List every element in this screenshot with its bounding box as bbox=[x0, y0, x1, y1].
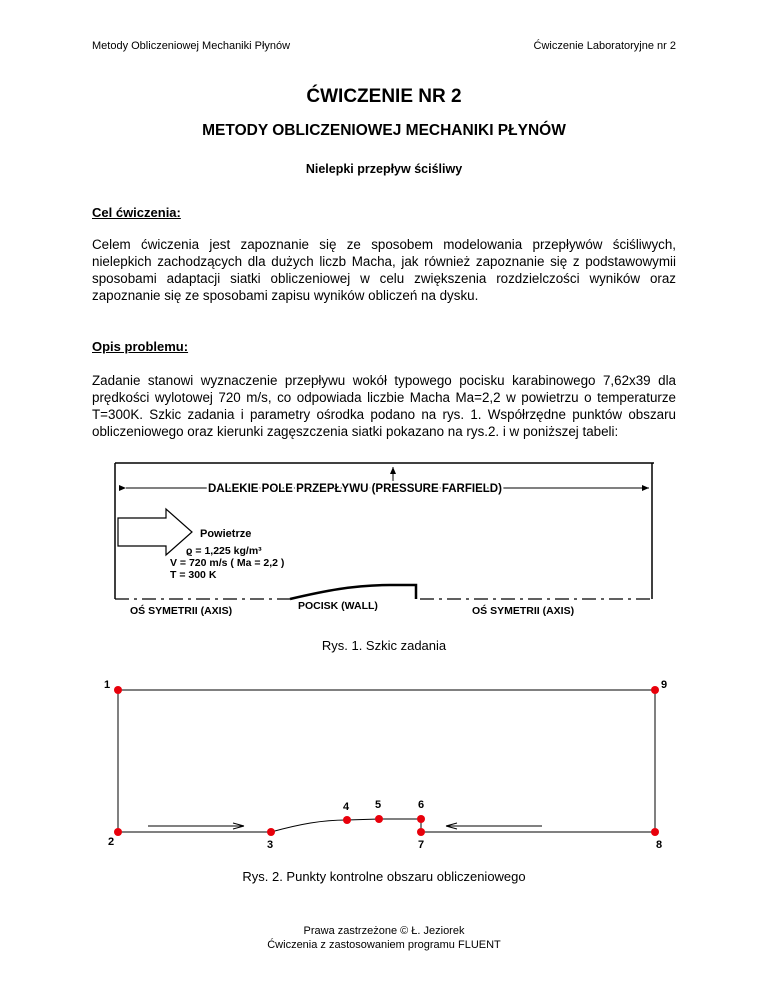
point-label-3: 3 bbox=[267, 839, 274, 851]
control-point-5 bbox=[375, 815, 383, 823]
point-label-2: 2 bbox=[108, 836, 115, 848]
control-point-4 bbox=[343, 816, 351, 824]
page-title: ĆWICZENIE NR 2 bbox=[306, 86, 462, 107]
problem-paragraph: Zadanie stanowi wyznaczenie przepływu wokół typowego pocisku karabinowego 7,62x39 dla prędkości wylotowej 720 m/s, co odpowiada liczbie Macha Ma=2,2 w powietrzu o temperaturze T=300K. Szkic zadania i parametry ośrodka podano na rys. 1. Współrzędne punktów obszaru obliczeniowego oraz kierunki zagęszczenia siatki pokazano na rys.2. i w poniższej tabeli: bbox=[92, 373, 676, 439]
header-left: Metody Obliczeniowej Mechaniki Płynów bbox=[92, 40, 291, 52]
point-label-1: 1 bbox=[104, 679, 111, 691]
point-label-8: 8 bbox=[656, 839, 663, 851]
medium-label: Powietrze bbox=[200, 528, 252, 540]
control-points-figure bbox=[100, 672, 680, 852]
farfield-label: DALEKIE POLE PRZEPŁYWU (PRESSURE FARFIELD) bbox=[208, 483, 502, 495]
control-point-7 bbox=[417, 828, 425, 836]
control-point-9 bbox=[651, 686, 659, 694]
velocity-label: V = 720 m/s ( Ma = 2,2 ) bbox=[170, 557, 285, 569]
page-subsubtitle: Nielepki przepływ ściśliwy bbox=[305, 162, 463, 176]
goal-paragraph: Celem ćwiczenia jest zapoznanie się ze sposobem modelowania przepływów ściśliwych, nielepkich zachodzących dla dużych liczb Macha, jak również zapoznanie się z podstawowymii sposobami adaptacji siatki obliczeniowej w celu zwiększenia rozdzielczości wyników oraz zapoznanie się ze sposobami zapisu wyników obliczeń na dysku. bbox=[92, 237, 676, 303]
control-point-6 bbox=[417, 815, 425, 823]
header-right: Ćwiczenie Laboratoryjne nr 2 bbox=[533, 40, 676, 52]
footer-course: Ćwiczenia z zastosowaniem programu FLUENT bbox=[267, 939, 501, 951]
control-point-8 bbox=[651, 828, 659, 836]
point-label-4: 4 bbox=[343, 801, 350, 813]
flow-direction-arrow-icon bbox=[118, 509, 192, 555]
axis-right-label: OŚ SYMETRII (AXIS) bbox=[472, 605, 575, 617]
goal-heading: Cel ćwiczenia: bbox=[92, 205, 181, 220]
footer-copyright: Prawa zastrzeżone © Ł. Jeziorek bbox=[303, 925, 465, 937]
control-point-1 bbox=[114, 686, 122, 694]
point-label-7: 7 bbox=[418, 839, 425, 851]
projectile-wall-outline bbox=[290, 585, 416, 599]
figure1-caption: Rys. 1. Szkic zadania bbox=[321, 638, 447, 653]
axis-left-label: OŚ SYMETRII (AXIS) bbox=[130, 605, 233, 617]
point-label-6: 6 bbox=[418, 799, 425, 811]
control-point-2 bbox=[114, 828, 122, 836]
point-label-9: 9 bbox=[661, 679, 668, 691]
density-label: ϱ = 1,225 kg/m³ bbox=[186, 545, 262, 557]
page-footer bbox=[0, 924, 768, 952]
point-label-5: 5 bbox=[375, 799, 382, 811]
page-subtitle: METODY OBLICZENIOWEJ MECHANIKI PŁYNÓW bbox=[202, 122, 566, 139]
temperature-label: T = 300 K bbox=[170, 569, 217, 581]
wall-label: POCISK (WALL) bbox=[298, 600, 378, 612]
control-point-3 bbox=[267, 828, 275, 836]
problem-heading: Opis problemu: bbox=[92, 339, 189, 354]
problem-sketch-figure bbox=[114, 459, 654, 619]
figure2-caption: Rys. 2. Punkty kontrolne obszaru obliczeniowego bbox=[242, 869, 526, 884]
